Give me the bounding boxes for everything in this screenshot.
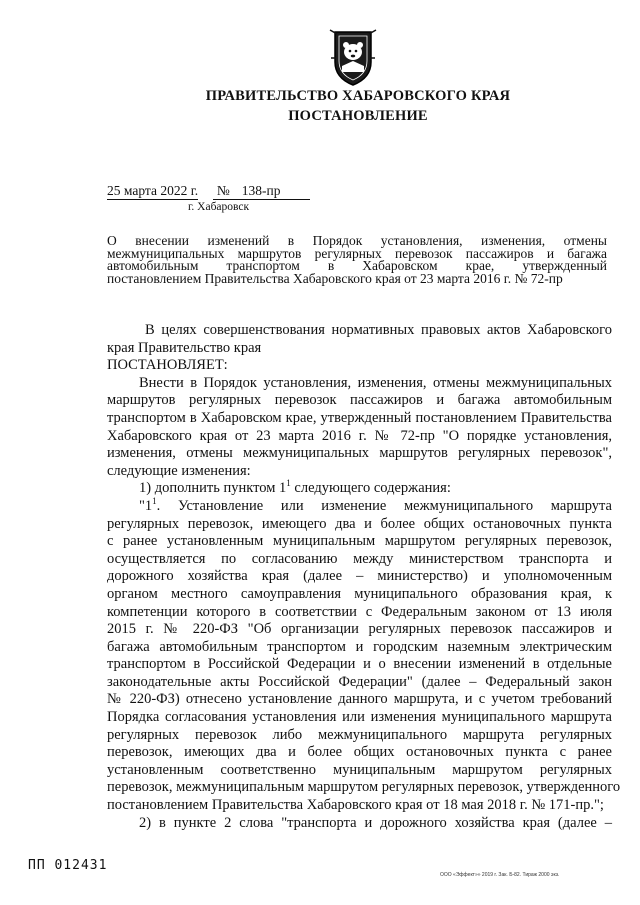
form-code: ПП 012431 (28, 858, 108, 873)
body-line: осуществляется по согласованию между министерством транспорта и (107, 550, 612, 567)
superscript: 1 (286, 478, 291, 489)
clause-text: "1 (139, 497, 153, 514)
body-line: Хабаровского края от 23 марта 2016 г. № 72-пр "О порядке установления, (107, 427, 612, 444)
government-title: ПРАВИТЕЛЬСТВО ХАБАРОВСКОГО КРАЯ (205, 88, 511, 104)
body-line: постановлением Правительства Хабаровского края от 18 мая 2018 г. № 171-пр."; (107, 797, 604, 814)
body-line: дорожного хозяйства края (далее – министерство) и уполномоченным (107, 568, 612, 585)
number-sign: № (213, 183, 234, 200)
document-type-title: ПОСТАНОВЛЕНИЕ (288, 108, 428, 124)
date-number-line (107, 183, 310, 200)
body-line: транспортом в Российской Федерации и о внесении изменений в отдельные (107, 656, 612, 673)
subject-line: О внесении изменений в Порядок установления, изменения, отмены (107, 233, 607, 248)
body-line: Внести в Порядок установления, изменения, отмены межмуниципальных (139, 374, 612, 391)
body-line: В целях совершенствования нормативных правовых актов Хабаровского (145, 322, 612, 338)
body-line: транспортом в Хабаровском крае, утвержденный постановлением Правительства (107, 409, 612, 426)
clause-text: . Установление или изменение межмуниципального маршрута (156, 497, 612, 514)
body-line: следующие изменения: (107, 462, 251, 479)
list-item-2: 2) в пункте 2 слова "транспорта и дорожного хозяйства края (далее – (139, 814, 612, 831)
body-line: регулярных перевозок, имеющего два и более общих остановочных пункта (107, 515, 612, 532)
body-line: багажа автомобильным транспортом и городским наземным электрическим (107, 638, 612, 655)
printer-imprint: ООО «Эффект»» 2019 г. Зак. Б-82. Тираж 2000 экз. (440, 872, 560, 878)
body-line: 2015 г. № 220-ФЗ "Об организации регулярных перевозок пассажиров и (107, 621, 612, 638)
document-number: 138-пр (234, 183, 311, 200)
body-line: перевозок, имеющих два и более общих остановочных пункта с ранее (107, 744, 612, 761)
city-label: г. Хабаровск (188, 201, 250, 213)
body-line: края Правительство края (107, 339, 262, 356)
subject-line: межмуниципальных маршрутов регулярных перевозок пассажиров и багажа (107, 245, 607, 261)
list-item-text: 1) дополнить пунктом 1 (139, 480, 287, 497)
document-body (107, 322, 621, 832)
list-item-text: следующего содержания: (290, 480, 451, 497)
body-line: № 220-ФЗ) отнесено установление данного маршрута, и с учетом требований (107, 691, 612, 708)
document-subject (107, 235, 607, 285)
body-line: с ранее установленным муниципальным маршрутом регулярных перевозок, (107, 533, 612, 550)
body-line: компетенции которого в соответствии с Федеральным законом от 13 июля (107, 603, 612, 620)
body-line: органом местного самоуправления муниципального образования края, к (107, 585, 612, 602)
body-line: установленным соответственно муниципальным маршрутом регулярных (107, 761, 612, 778)
body-line: перевозок, межмуниципальным маршрутом регулярных перевозок, утвержденного (107, 779, 621, 796)
quoted-clause-start (107, 495, 612, 516)
subject-line: постановлением Правительства Хабаровского края от 23 марта 2016 г. № 72-пр (107, 270, 563, 286)
subject-line: автомобильным транспортом в Хабаровском крае, утвержденный (107, 258, 607, 273)
document-date: 25 марта 2022 г. (107, 183, 199, 198)
superscript: 1 (152, 495, 157, 506)
body-line: Порядка согласования установления или изменения муниципального маршрута (107, 709, 612, 726)
body-line: регулярных перевозок либо межмуниципального маршрута регулярных (107, 726, 612, 743)
coat-of-arms-icon (328, 28, 378, 88)
list-item-1 (107, 480, 612, 498)
resolution-word: ПОСТАНОВЛЯЕТ: (107, 357, 228, 374)
body-line: маршрутов регулярных перевозок пассажиров и багажа автомобильным (107, 392, 612, 409)
body-line: законодательные акты Российской Федерации" (далее – Федеральный закон (107, 673, 612, 690)
body-line: изменения, отмены межмуниципальных маршрутов регулярных перевозок", (107, 445, 612, 462)
